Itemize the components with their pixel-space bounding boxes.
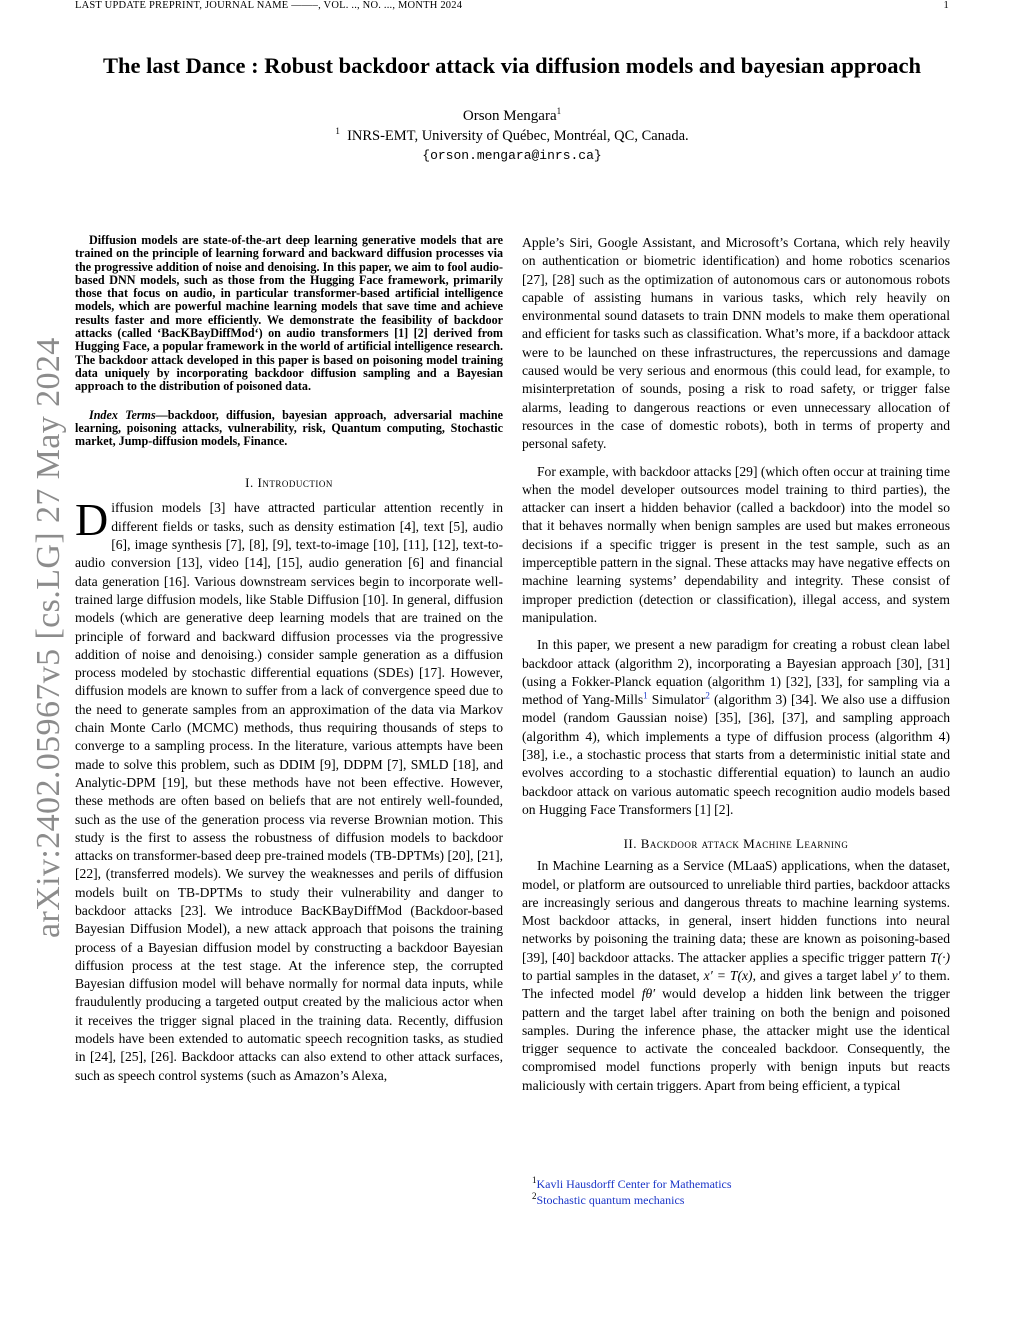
introduction-text: iffusion models [3] have attracted particular attention recently in different fields or tasks, such as density estimation [4], text [5], audio [6], image synthesis [7], [8], [9], text-to-image [10], [11], [12], text-to-audio conversion [13], video [14], [15], audio generation [6] and financial data generation [16]. Various downstream services begin to incorporate well-trained large diffusion models, like Stable Diffusion [10]. In general, diffusion models (which are generative deep learning models that are trained on the principle of forward and backward diffusion processes via the progressive addition of noise and denoising.) consider sample generation as a diffusion process modeled by stochastic differential equations (SDEs) [17]. However, diffusion models are known to suffer from a lack of convergence speed due to the need to generate samples from an approximation of the data via Markov chain Monte Carlo (MCMC) methods, thus requiring thousands of steps to converge to a sampling process. In the literature, various attempts have been made to solve this problem, such as DDIM [9], DDPM [7], SMLD [18], and Analytic-DPM [19], but these methods have not been effective. However, these methods are often based on beliefs that are not entirely well-founded, such as the use of the generation process via reverse Brownian motion. This study is the first to assess the robustness of diffusion models to backdoor attacks on transformer-based deep pre-trained models (TB-DPTMs) [20], [21], [22], (transferred models). We survey the weaknesses and perils of diffusion models built on TB-DPTMs to study their vulnerability and danger to backdoor attacks [23]. We introduce BacKBayDiffMod (Backdoor-based Bayesian Diffusion Model), a new attack approach that poisons the training process of a Bayesian diffusion model by constructing a backdoor Bayesian diffusion process at the test stage. At the inference step, the corrupted Bayesian diffusion model will behave normally for normal data inputs, while fraudulently producing a targeted output created by the malicious actor when it receives the trigger signal placed in the training data. Recently, diffusion models have been extended to automatic speech recognition tasks, as studied in [24], [25], [26]. Backdoor attacks can also extend to other attack surfaces, such as speech control systems (such as Amazon’s Alexa, (75, 500, 503, 1083)
footnotes (532, 1176, 952, 1208)
paragraph-backdoor (522, 857, 950, 1095)
affiliation: INRS-EMT, University of Québec, Montréal, QC, Canada. (347, 128, 689, 144)
footnote-mark-2: 2 (532, 1191, 537, 1201)
footnote-1 (532, 1176, 952, 1192)
paragraph-example: For example, with backdoor attacks [29] (which often occur at training time when the model developer outsources model training to third parties), the attacker can insert a hidden behavior (called a backdoor) into the model so that it behaves normally when benign samples are used but makes erroneous decisions if a specific trigger is present in the test sample, such as an imperceptible pattern in the signal. These attacks may have negative effects on machine learning systems’ dependability and integrity. These consist of improper prediction (detection or classification), illegal access, and system manipulation. (522, 463, 950, 625)
author-sup: 1 (556, 106, 562, 116)
affiliation-sup: 1 (335, 126, 340, 137)
author-name: Orson Mengara (462, 108, 557, 124)
backdoor-text-d: to them. The infected model (522, 967, 950, 1002)
contribution-text-c: (algorithm 3) [34]. We also use a diffusion model (random Gaussian noise) [35], [36], [37], and sampling approach (algorithm 4), which implements a type of diffusion process (algorithm 4) [38], i.e., a stochastic process that starts from a deterministic initial state and evolves according to a stochastic differential equation) to launch an audio backdoor attack on various automatic speech recognition audio models based on Hugging Face Transformers [1] [2]. (522, 692, 950, 817)
paragraph-contribution (522, 636, 950, 819)
right-column (522, 234, 950, 1095)
section-heading-backdoor: II. Backdoor attack Machine Learning (623, 836, 849, 852)
running-head-text: LAST UPDATE PREPRINT, JOURNAL NAME ——–, VOL. .., NO. ..., MONTH 2024 (75, 0, 463, 11)
index-terms (75, 409, 503, 449)
contribution-text-b: Simulator (647, 692, 706, 708)
footnote-text-1[interactable]: Kavli Hausdorff Center for Mathematics (536, 1177, 732, 1191)
paper-title: The last Dance : Robust backdoor attack via diffusion models and bayesian approach (102, 53, 922, 78)
backdoor-text-e: would develop a hidden link between the trigger pattern and the target label after training on both the benign and poisoned samples. During the inference phase, the attacker might use the identical trigger sequence to activate the concealed backdoor. Consequently, the compromised model functions properly with benign inputs but reacts maliciously with certain triggers. Apart from being efficient, a typical (522, 986, 951, 1093)
affiliation-line (200, 126, 824, 146)
backdoor-text-b: to partial samples in the dataset, (522, 967, 700, 983)
math-model: fθ′ (641, 986, 656, 1002)
footnote-ref-2[interactable]: 2 (705, 690, 710, 701)
paragraph-applications: Apple’s Siri, Google Assistant, and Microsoft’s Cortana, which rely heavily on authentication or biometric identification) and home robotics scenarios [27], [28] such as the optimization of autonomous cars or autonomous robots capable of assisting humans in various tasks, which rely heavily on environmental sound datasets to train DNN models to make them operational and efficient for tasks such as classification. What’s more, if a backdoor attack were to be launched on these infrastructures, the repercussions and damage caused would be very serious and enormous (this could lead, for example, to misinterpretation of sounds, posing a risk to road safety, or trigger false alarms, leading to dangerous reactions or even unnecessary allocation of resources in the case of domestic robots), both in terms of property and personal safety. (522, 235, 950, 452)
footnote-2 (532, 1192, 952, 1208)
index-terms-text: —backdoor, diffusion, bayesian approach, adversarial machine learning, poisoning attacks, vulnerability, risk, Quantum computing, Stochastic market, Jump-diffusion models, Finance. (75, 407, 503, 449)
contribution-text-a: In this paper, we present a new paradigm for creating a robust clean label backdoor attack (algorithm 2), incorporating a Bayesian approach [30], [31] (using a Fokker-Planck equation (algorithm 1) [32], [33], for sampling via a method of Yang-Mills (522, 637, 950, 708)
index-terms-label: Index Terms (89, 407, 156, 422)
footnote-text-2[interactable]: Stochastic quantum mechanics (536, 1193, 685, 1207)
math-trigger: T(·) (929, 949, 950, 965)
math-xprime: x′ = T(x) (703, 967, 753, 983)
author-line (200, 106, 824, 126)
footnote-mark-1: 1 (532, 1175, 537, 1185)
author-email[interactable]: {orson.mengara@inrs.ca} (422, 148, 602, 163)
drop-cap: D (75, 494, 109, 546)
author-block (200, 106, 824, 166)
section-heading-introduction: I. Introduction (245, 475, 333, 491)
footnote-ref-1[interactable]: 1 (643, 690, 648, 701)
introduction-paragraph (75, 494, 503, 1085)
math-yprime: y′ (891, 967, 901, 983)
arxiv-side-stamp: arXiv:2402.05967v5 [cs.LG] 27 May 2024 (30, 337, 67, 938)
abstract: Diffusion models are state-of-the-art deep learning generative models that are trained on the principle of learning forward and backward diffusion processes via the progressive addition of noise and denoising. In this paper, we aim to fool audio-based DNN models, such as those from the Hugging Face framework, primarily those that focus on audio, in particular transformer-based artificial intelligence models, which are powerful machine learning models that save time and achieve results faster and more efficiently. We demonstrate the feasibility of backdoor attacks (called ‘BacKBayDiffMod‘) on audio transformers [1] [2] derived from Hugging Face, a popular framework in the world of artificial intelligence research. The backdoor attack developed in this paper is based on poisoning model training data uniquely by incorporating backdoor diffusion sampling and a Bayesian approach to the distribution of poisoned data. (75, 233, 503, 394)
left-column (75, 234, 503, 1085)
backdoor-text-a: In Machine Learning as a Service (MLaaS) applications, when the dataset, model, or platform are outsourced to unreliable third parties, backdoor attacks are increasingly serious and dangerous threats to machine learning systems. Most backdoor attacks, in general, insert hidden functions into neural networks by poisoning the training data; these are known as poisoning-based [39], [40] backdoor attacks. The attacker applies a specific trigger pattern (522, 858, 950, 965)
backdoor-text-c: , and gives a target label (752, 967, 888, 983)
running-head (75, 0, 949, 14)
page-number: 1 (943, 0, 949, 11)
